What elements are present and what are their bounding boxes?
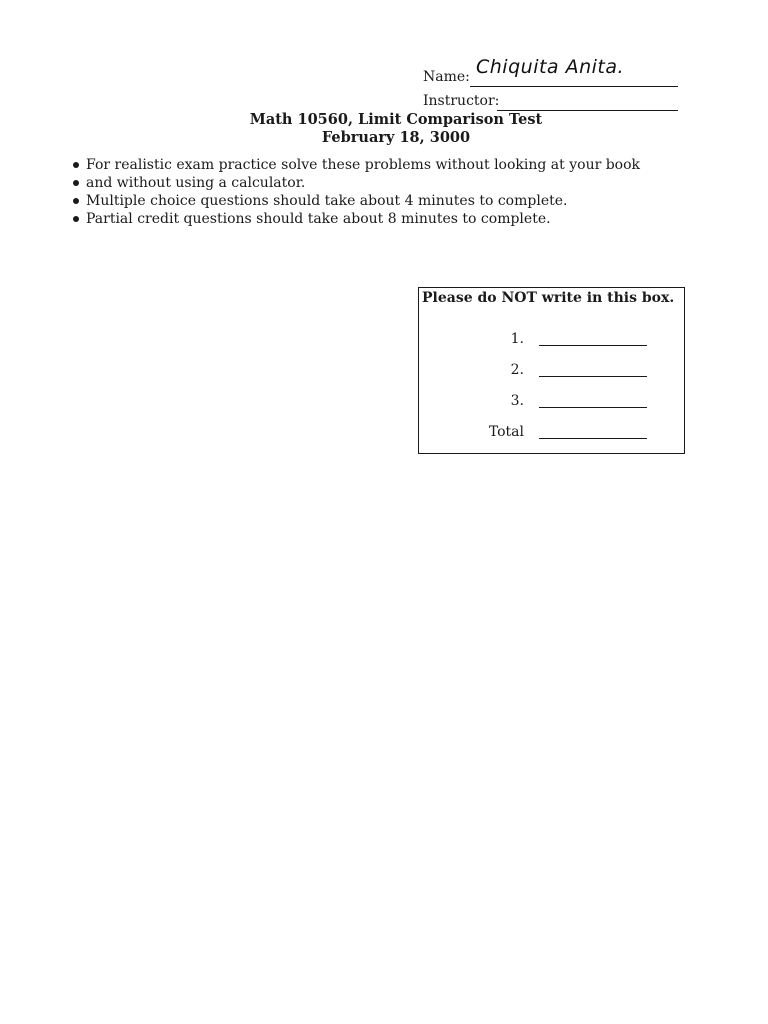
score-line-3[interactable] (539, 392, 647, 408)
exam-title: Math 10560, Limit Comparison Test (249, 111, 543, 128)
handwritten-name: Chiquita Anita. (476, 56, 625, 78)
bullet-icon (73, 180, 79, 186)
bullet-icon (73, 162, 79, 168)
instruction-item: Partial credit questions should take about 8 minutes to complete. (72, 210, 640, 228)
score-row-label: Total (488, 424, 524, 440)
instruction-item: Multiple choice questions should take about 4 minutes to complete. (72, 192, 640, 210)
name-label: Name: (423, 69, 470, 85)
score-line-1[interactable] (539, 330, 647, 346)
bullet-icon (73, 216, 79, 222)
instructor-line[interactable] (497, 92, 678, 111)
score-row-1 (419, 330, 684, 348)
score-line-total[interactable] (539, 423, 647, 439)
score-box-title: Please do NOT write in this box. (422, 290, 675, 306)
instructions-list (72, 156, 640, 228)
instructor-label: Instructor: (423, 93, 500, 109)
score-row-label: 2. (510, 362, 524, 378)
name-line[interactable] (470, 56, 678, 87)
instruction-item: and without using a calculator. (72, 174, 640, 192)
score-row-label: 1. (510, 331, 524, 347)
score-box (418, 287, 685, 454)
score-row-2 (419, 361, 684, 379)
score-row-3 (419, 392, 684, 410)
score-line-2[interactable] (539, 361, 647, 377)
instruction-item: For realistic exam practice solve these problems without looking at your book (72, 156, 640, 174)
bullet-icon (73, 198, 79, 204)
exam-date: February 18, 3000 (321, 129, 471, 146)
score-row-total (419, 423, 684, 441)
score-row-label: 3. (510, 393, 524, 409)
